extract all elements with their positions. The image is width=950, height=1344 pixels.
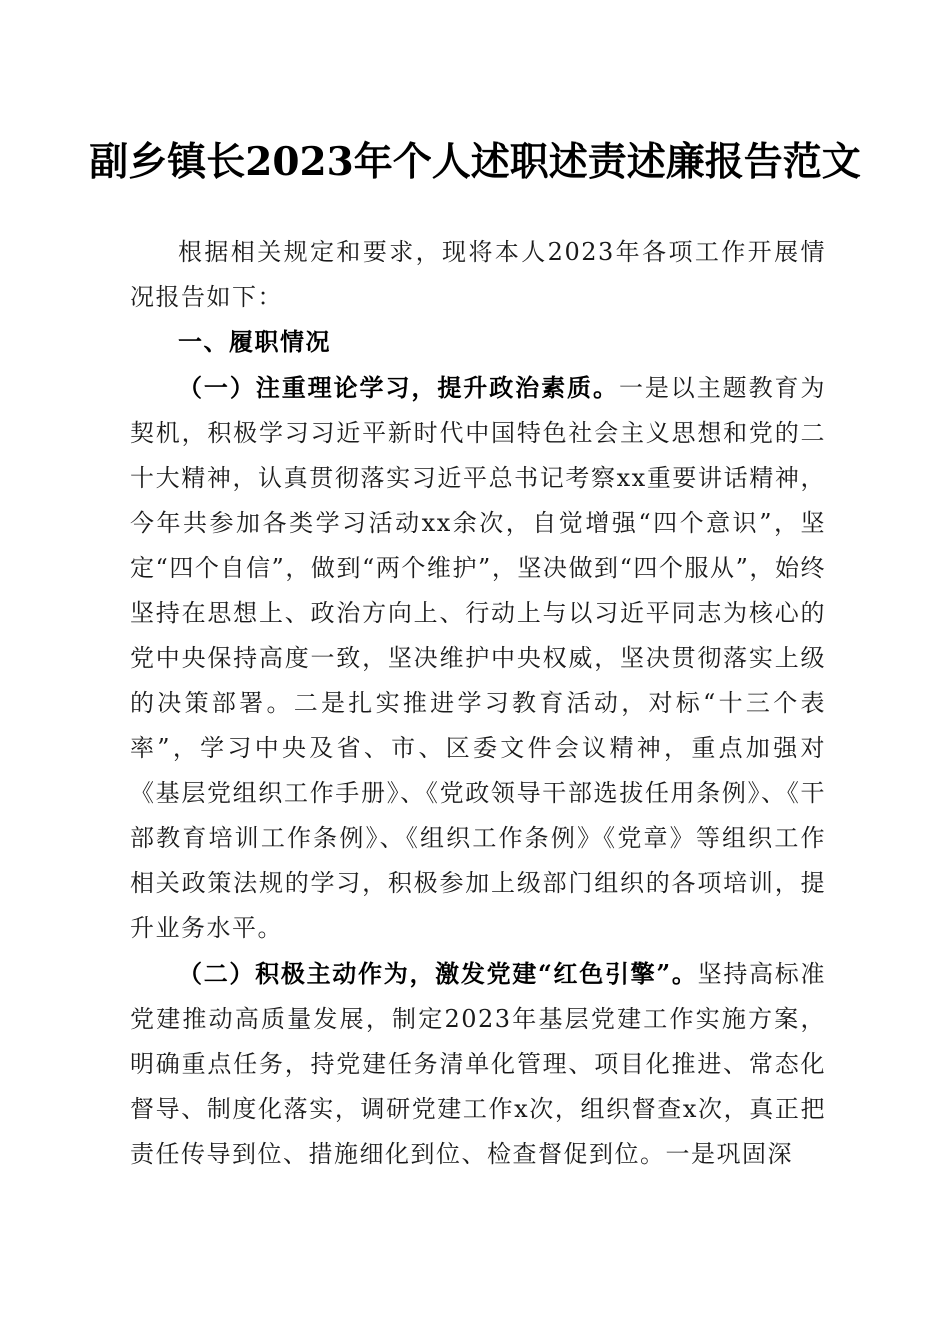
- document-body: [130, 230, 826, 1177]
- subsection-heading-theory-study: （一）注重理论学习，提升政治素质。: [178, 373, 619, 402]
- paragraph-theory-study: [130, 365, 826, 951]
- subsection-heading-party-building: （二）积极主动作为，激发党建“红色引擎”。: [178, 959, 698, 988]
- paragraph-text-party-building: 坚持高标准党建推动高质量发展，制定2023年基层党建工作实施方案，明确重点任务，持党建任务清单化管理、项目化推进、常态化督导、制度化落实，调研党建工作x次，组织督查x次，真正把责任传导到位、措施细化到位、检查督促到位。一是巩固深: [130, 960, 827, 1168]
- paragraph-text-theory-study: 一是以主题教育为契机，积极学习习近平新时代中国特色社会主义思想和党的二十大精神，认真贯彻落实习近平总书记考察xx重要讲话精神，今年共参加各类学习活动xx余次，自觉增强“四个意识”，坚定“四个自信”，做到“两个维护”，坚决做到“四个服从”，始终坚持在思想上、政治方向上、行动上与以习近平同志为核心的党中央保持高度一致，坚决维护中央权威，坚决贯彻落实上级的决策部署。二是扎实推进学习教育活动，对标“十三个表率”，学习中央及省、市、区委文件会议精神，重点加强对《基层党组织工作手册》、《党政领导干部选拔任用条例》、《干部教育培训工作条例》、《组织工作条例》《党章》等组织工作相关政策法规的学习，积极参加上级部门组织的各项培训，提升业务水平。: [130, 374, 826, 942]
- section-heading-performance: 一、履职情况: [178, 328, 331, 356]
- paragraph-party-building: [130, 951, 826, 1177]
- document-title: 副乡镇长2023年个人述职述责述廉报告范文: [89, 139, 861, 185]
- intro-paragraph: 根据相关规定和要求，现将本人2023年各项工作开展情况报告如下：: [130, 238, 826, 311]
